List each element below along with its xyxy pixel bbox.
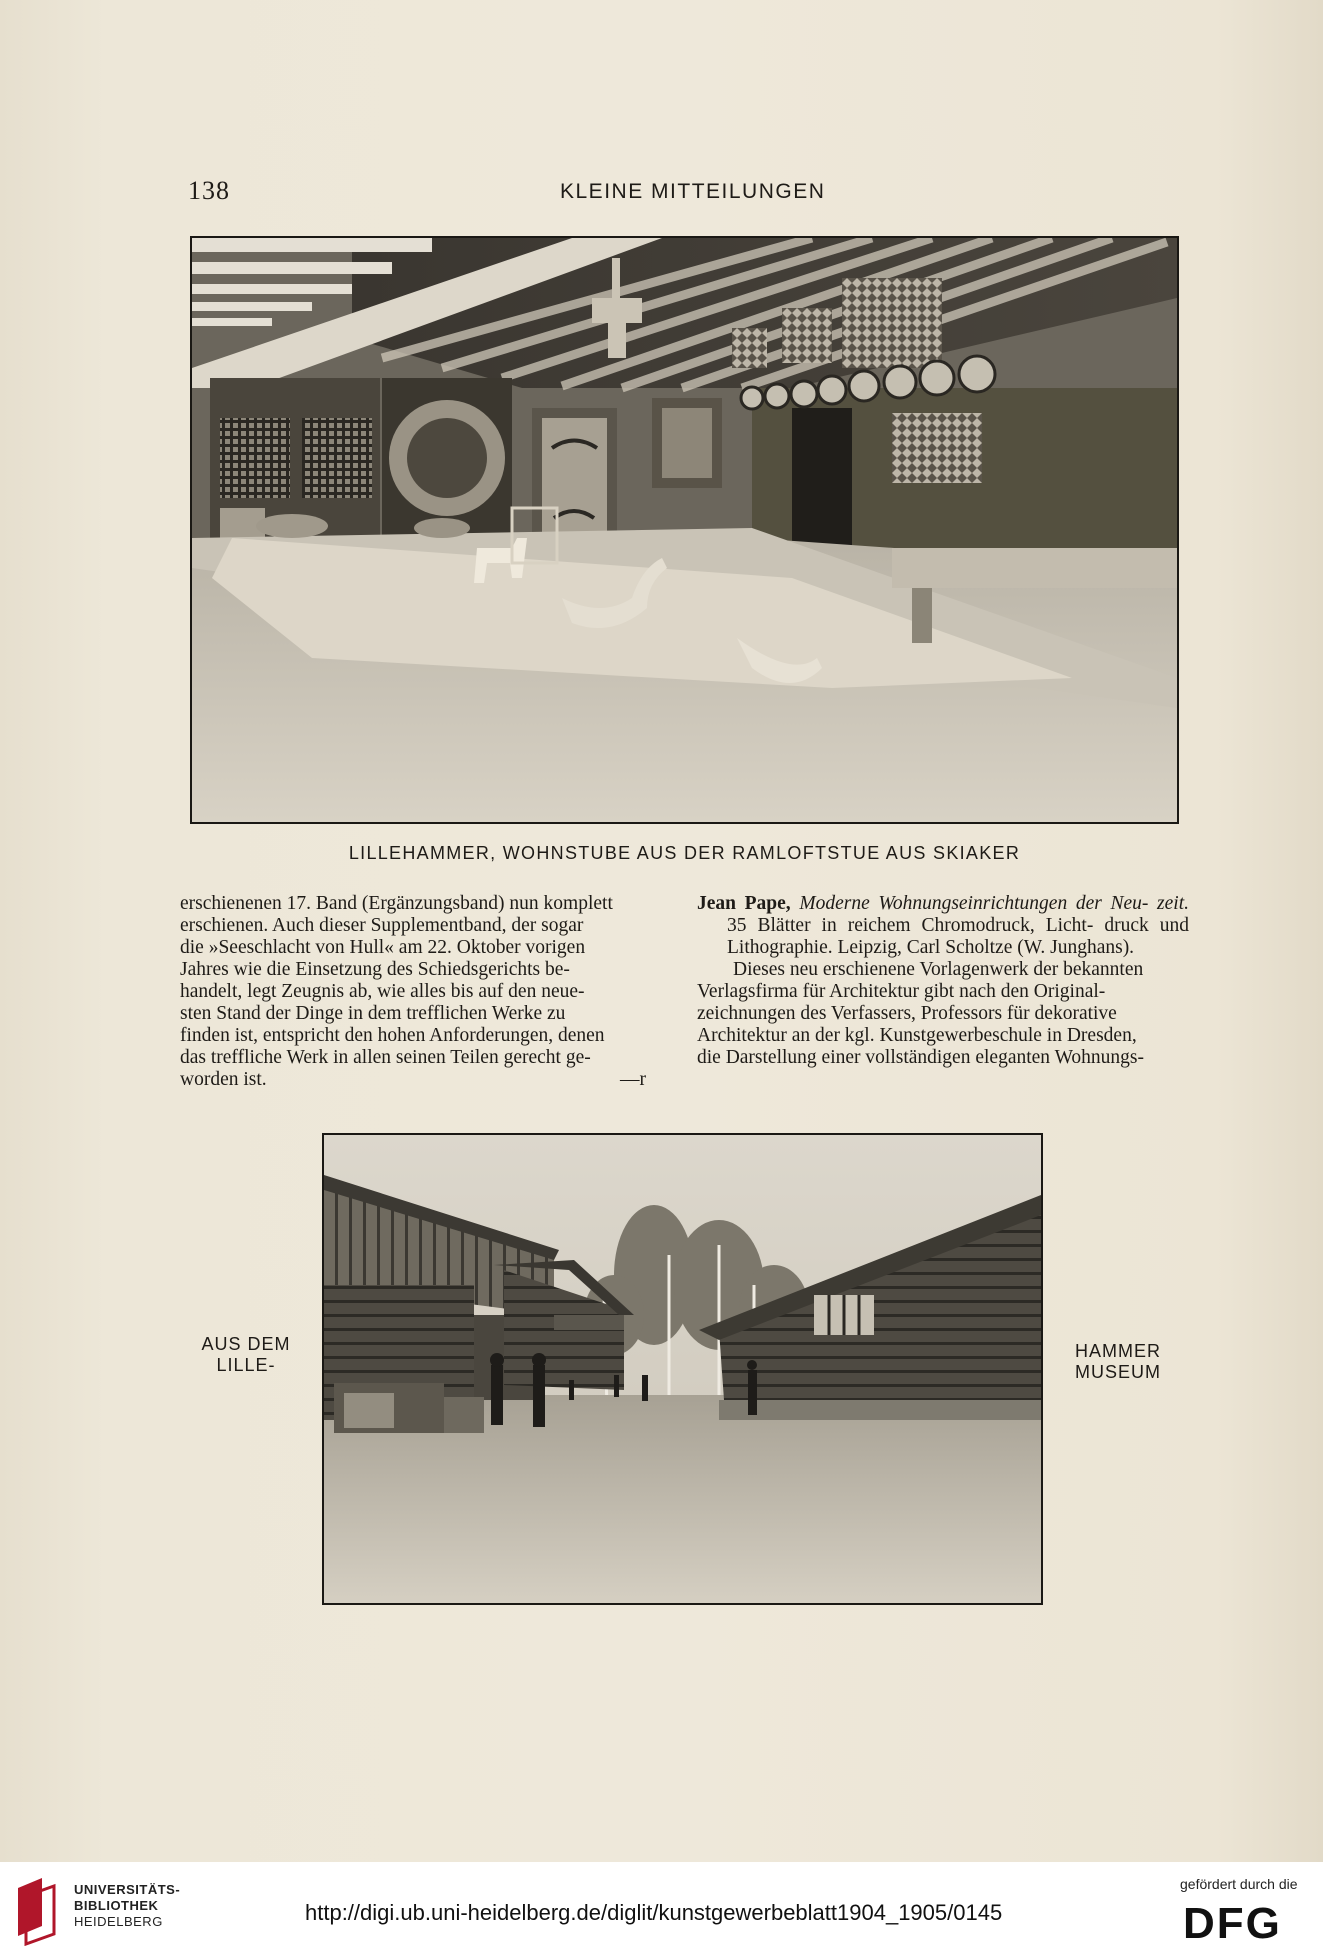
figure-caption-left <box>186 1334 306 1376</box>
text-line: handelt, legt Zeugnis ab, wie alles bis auf den neue- <box>180 981 585 1002</box>
text-line: Verlagsfirma für Architektur gibt nach den Original- <box>697 981 1106 1002</box>
source-url-link[interactable]: http://digi.ub.uni-heidelberg.de/diglit/kunstgewerbeblatt1904_1905/0145 <box>305 1900 1003 1925</box>
text-line: erschienenen 17. Band (Ergänzungsband) nun komplett <box>180 893 613 914</box>
interior-photograph <box>190 236 1179 824</box>
entry-title: Moderne Wohnungseinrichtungen der Neu- <box>799 893 1149 914</box>
text-line: Dieses neu erschienene Vorlagenwerk der bekannten <box>733 959 1144 980</box>
bibliography-entry <box>697 893 1189 959</box>
library-name-line: BIBLIOTHEK <box>74 1898 159 1913</box>
text-line-with-signature <box>180 1069 672 1091</box>
text-line: sten Stand der Dinge in dem trefflichen Werke zu <box>180 1003 566 1024</box>
text-line: worden ist. <box>180 1069 267 1090</box>
entry-title-continued: zeit. <box>1157 893 1189 914</box>
caption-line: HAMMER <box>1075 1341 1161 1361</box>
digitization-footer <box>0 1862 1323 1959</box>
text-line: finden ist, entspricht den hohen Anforderungen, denen <box>180 1025 605 1046</box>
author-signature: —r <box>620 1069 646 1090</box>
text-line: das treffliche Werk in allen seinen Teilen gerecht ge- <box>180 1047 591 1068</box>
entry-details: 35 Blätter in reichem Chromodruck, Licht- <box>727 915 1094 936</box>
page-number: 138 <box>188 176 230 205</box>
caption-line: MUSEUM <box>1075 1362 1161 1382</box>
text-column-left <box>180 893 672 1091</box>
running-title: KLEINE MITTEILUNGEN <box>560 180 826 203</box>
library-logo-icon <box>14 1876 58 1946</box>
text-line: erschienen. Auch dieser Supplementband, der sogar <box>180 915 584 936</box>
figure-caption-top: LILLEHAMMER, WOHNSTUBE AUS DER RAMLOFTSTUE AUS SKIAKER <box>348 843 1021 863</box>
entry-publisher: druck und Lithographie. Leipzig, Carl Scholtze <box>727 915 1189 958</box>
entry-author: Jean Pape, <box>697 893 791 914</box>
text-line: Architektur an der kgl. Kunstgewerbeschule in Dresden, <box>697 1025 1137 1046</box>
library-name-line: UNIVERSITÄTS- <box>74 1882 181 1897</box>
dfg-logo: DFG <box>1183 1899 1282 1948</box>
library-name <box>74 1882 180 1930</box>
text-line: Jahres wie die Einsetzung des Schiedsgerichts be- <box>180 959 570 980</box>
funding-label: gefördert durch die <box>1180 1876 1298 1892</box>
exterior-photograph <box>322 1133 1043 1605</box>
entry-publisher-note: (W. Junghans). <box>1017 937 1135 958</box>
text-column-right <box>697 893 1189 1069</box>
figure-caption-right <box>1058 1341 1178 1383</box>
caption-line: AUS DEM <box>201 1334 291 1354</box>
text-line: die »Seeschlacht von Hull« am 22. Oktober vorigen <box>180 937 586 958</box>
text-line: die Darstellung einer vollständigen eleganten Wohnungs- <box>697 1047 1144 1068</box>
text-line: zeichnungen des Verfassers, Professors für dekorative <box>697 1003 1117 1024</box>
library-name-line: HEIDELBERG <box>74 1914 163 1929</box>
caption-line: LILLE- <box>216 1355 276 1375</box>
